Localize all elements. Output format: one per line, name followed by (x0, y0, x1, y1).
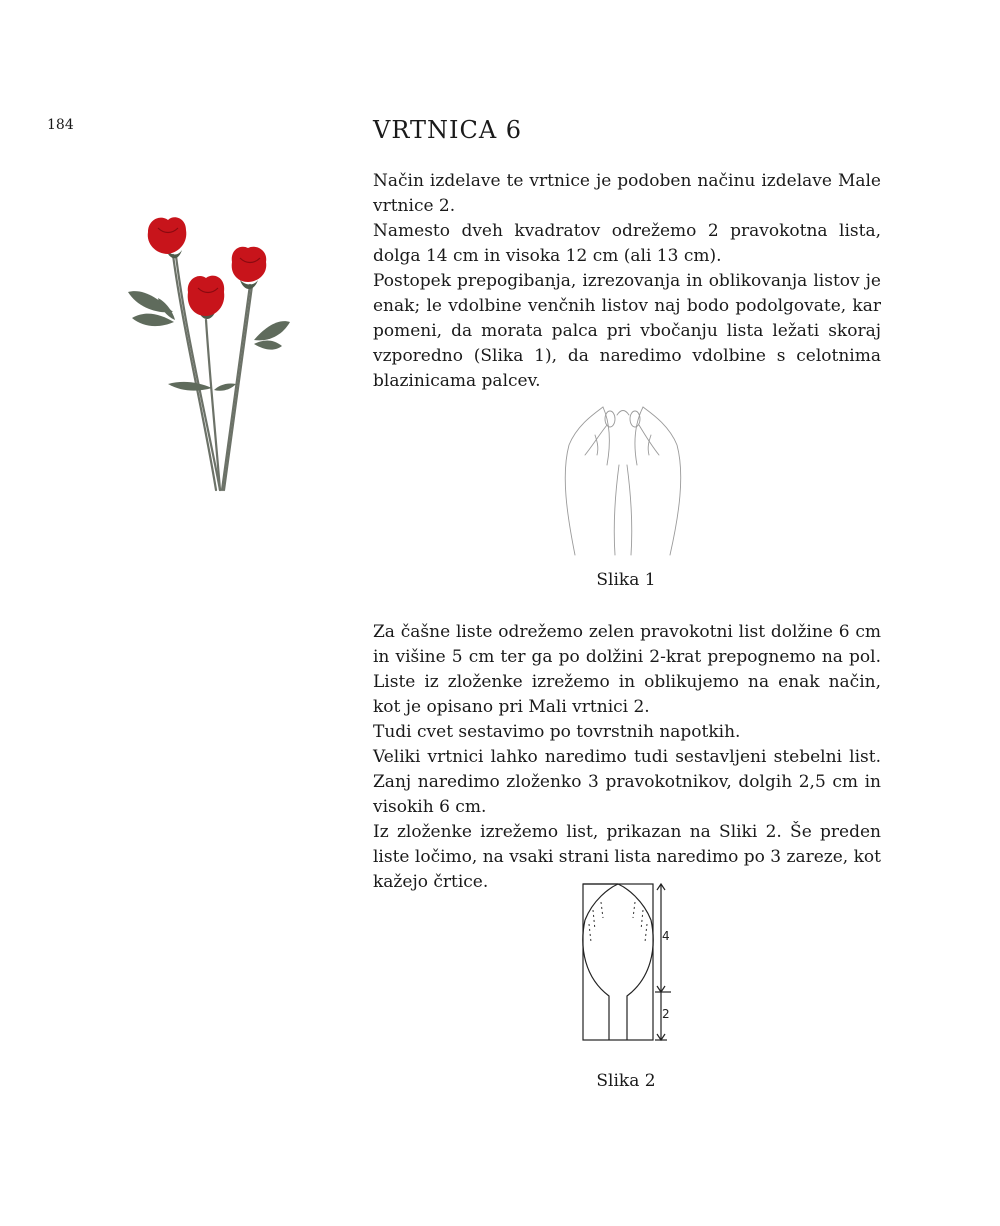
page-title: VRTNICA 6 (373, 116, 523, 144)
page-number: 184 (47, 117, 74, 133)
section-2-paragraph-3: Veliki vrtnici lahko naredimo tudi sestavljeni stebelni list. Zanj naredimo zloženko 3 pravokotnikov, dolgih 2,5 cm in visokih 6 cm. (373, 747, 881, 817)
figure-2-leaf-template (575, 878, 680, 1048)
section-2-text (373, 620, 881, 895)
intro-paragraph-3: Postopek prepogibanja, izrezovanja in oblikovanja listov je enak; le vdolbine venčnih listov naj bodo podolgovate, kar pomeni, da morata palca pri vbočanju lista ležati skoraj vzporedno (Slika 1), da naredimo vdolbine s celotnima blazinicama palcev. (373, 271, 881, 391)
rose-bouquet-illustration (118, 210, 298, 495)
intro-paragraph-2: Namesto dveh kvadratov odrežemo 2 pravokotna lista, dolga 14 cm in visoka 12 cm (ali 13 cm). (373, 221, 881, 266)
figure-1-caption: Slika 1 (596, 570, 656, 590)
section-2-paragraph-1: Za čašne liste odrežemo zelen pravokotni list dolžine 6 cm in višine 5 cm ter ga po dolžini 2-krat prepognemo na pol. Liste iz zloženke izrežemo in oblikujemo na enak način, kot je opisano pri Mali vrtnici 2. (373, 622, 881, 717)
section-2-paragraph-4: Iz zloženke izrežemo list, prikazan na Sliki 2. Še preden liste ločimo, na vsaki strani lista naredimo po 3 zareze, kot kažejo črtice. (373, 822, 881, 892)
intro-text (373, 169, 881, 394)
dimension-label-bottom: 2 (662, 1007, 670, 1021)
figure-1-hands-sketch (555, 395, 690, 560)
dimension-label-top: 4 (662, 929, 670, 943)
intro-paragraph-1: Način izdelave te vrtnice je podoben načinu izdelave Male vrtnice 2. (373, 171, 881, 216)
section-2-paragraph-2: Tudi cvet sestavimo po tovrstnih napotkih. (373, 722, 741, 742)
figure-2-caption: Slika 2 (596, 1071, 656, 1091)
